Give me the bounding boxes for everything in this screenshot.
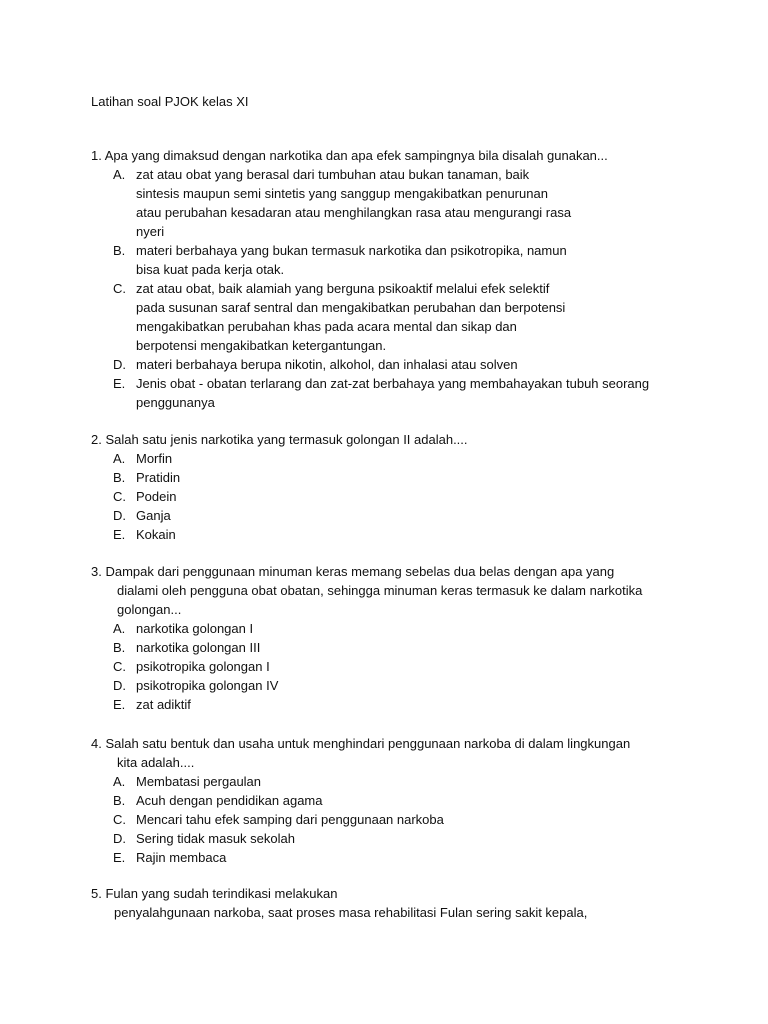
option-letter: E. xyxy=(113,376,126,391)
option-letter: A. xyxy=(113,621,126,636)
answer-options xyxy=(91,619,691,714)
option-text: Morfin xyxy=(136,451,173,466)
document-title: Latihan soal PJOK kelas XI xyxy=(91,94,249,109)
option-text: mengakibatkan perubahan khas pada acara mental dan sikap dan xyxy=(136,319,517,334)
question-5 xyxy=(91,884,691,922)
option-text: Pratidin xyxy=(136,470,181,485)
answer-option xyxy=(91,165,691,241)
question-stem-line: golongan... xyxy=(117,602,182,617)
option-text: psikotropika golongan IV xyxy=(136,678,279,693)
option-letter: B. xyxy=(113,470,126,485)
answer-option xyxy=(91,810,691,829)
option-text: Kokain xyxy=(136,527,176,542)
option-text: Mencari tahu efek samping dari penggunaan narkoba xyxy=(136,812,444,827)
option-text: nyeri xyxy=(136,224,165,239)
option-letter: E. xyxy=(113,850,126,865)
answer-option xyxy=(91,468,691,487)
answer-option xyxy=(91,791,691,810)
question-3 xyxy=(91,562,691,714)
option-text: berpotensi mengakibatkan ketergantungan. xyxy=(136,338,387,353)
option-text: narkotika golongan III xyxy=(136,640,261,655)
option-letter: D. xyxy=(113,508,126,523)
question-1 xyxy=(91,146,691,412)
option-letter: D. xyxy=(113,357,126,372)
option-letter: C. xyxy=(113,489,126,504)
option-letter: A. xyxy=(113,774,126,789)
answer-option xyxy=(91,772,691,791)
answer-option xyxy=(91,657,691,676)
option-text: Sering tidak masuk sekolah xyxy=(136,831,295,846)
answer-option xyxy=(91,449,691,468)
option-letter: C. xyxy=(113,812,126,827)
answer-option xyxy=(91,638,691,657)
question-4 xyxy=(91,734,691,867)
answer-option xyxy=(91,506,691,525)
option-letter: C. xyxy=(113,659,126,674)
option-letter: D. xyxy=(113,831,126,846)
question-stem-line: dialami oleh pengguna obat obatan, sehingga minuman keras termasuk ke dalam narkotika xyxy=(117,583,643,598)
option-text: Podein xyxy=(136,489,177,504)
option-text: materi berbahaya berupa nikotin, alkohol, dan inhalasi atau solven xyxy=(136,357,518,372)
option-text: pada susunan saraf sentral dan mengakibatkan perubahan dan berpotensi xyxy=(136,300,566,315)
answer-option xyxy=(91,525,691,544)
question-stem-line: penyalahgunaan narkoba, saat proses masa rehabilitasi Fulan sering sakit kepala, xyxy=(114,905,588,920)
option-letter: B. xyxy=(113,640,126,655)
answer-option xyxy=(91,487,691,506)
option-text: atau perubahan kesadaran atau menghilangkan rasa atau mengurangi rasa xyxy=(136,205,572,220)
question-stem xyxy=(91,430,691,449)
question-2 xyxy=(91,430,691,544)
answer-option xyxy=(91,848,691,867)
answer-option xyxy=(91,355,691,374)
option-text: zat atau obat, baik alamiah yang berguna psikoaktif melalui efek selektif xyxy=(136,281,550,296)
option-text: Ganja xyxy=(136,508,171,523)
answer-option xyxy=(91,279,691,355)
answer-option xyxy=(91,695,691,714)
option-text: materi berbahaya yang bukan termasuk narkotika dan psikotropika, namun xyxy=(136,243,567,258)
option-text: penggunanya xyxy=(136,395,215,410)
option-text: narkotika golongan I xyxy=(136,621,254,636)
option-text: sintesis maupun semi sintetis yang sanggup mengakibatkan penurunan xyxy=(136,186,548,201)
option-text: Membatasi pergaulan xyxy=(136,774,262,789)
option-text: psikotropika golongan I xyxy=(136,659,270,674)
option-text: zat adiktif xyxy=(136,697,191,712)
option-text: Acuh dengan pendidikan agama xyxy=(136,793,323,808)
option-text: zat atau obat yang berasal dari tumbuhan atau bukan tanaman, baik xyxy=(136,167,530,182)
option-letter: A. xyxy=(113,451,126,466)
question-stem-line: 5. Fulan yang sudah terindikasi melakukan xyxy=(91,886,338,901)
question-stem xyxy=(91,562,691,619)
option-letter: B. xyxy=(113,793,126,808)
option-letter: B. xyxy=(113,243,126,258)
option-text: Rajin membaca xyxy=(136,850,227,865)
question-stem-line: 1. Apa yang dimaksud dengan narkotika dan apa efek sampingnya bila disalah gunakan... xyxy=(91,148,608,163)
option-letter: E. xyxy=(113,697,126,712)
option-text: bisa kuat pada kerja otak. xyxy=(136,262,285,277)
question-stem-line: kita adalah.... xyxy=(117,755,195,770)
answer-option xyxy=(91,241,691,279)
question-stem-line: 3. Dampak dari penggunaan minuman keras memang sebelas dua belas dengan apa yang xyxy=(91,564,615,579)
question-stem xyxy=(91,734,691,772)
answer-option xyxy=(91,676,691,695)
answer-options xyxy=(91,772,691,867)
question-stem xyxy=(91,146,691,165)
answer-options xyxy=(91,449,691,544)
option-text: Jenis obat - obatan terlarang dan zat-zat berbahaya yang membahayakan tubuh seorang xyxy=(136,376,650,391)
question-stem-line: 2. Salah satu jenis narkotika yang termasuk golongan II adalah.... xyxy=(91,432,468,447)
question-stem-line: 4. Salah satu bentuk dan usaha untuk menghindari penggunaan narkoba di dalam lingkungan xyxy=(91,736,631,751)
option-letter: D. xyxy=(113,678,126,693)
answer-option xyxy=(91,619,691,638)
question-stem xyxy=(91,884,691,922)
answer-option xyxy=(91,374,691,412)
answer-options xyxy=(91,165,691,412)
option-letter: E. xyxy=(113,527,126,542)
option-letter: C. xyxy=(113,281,126,296)
answer-option xyxy=(91,829,691,848)
option-letter: A. xyxy=(113,167,126,182)
